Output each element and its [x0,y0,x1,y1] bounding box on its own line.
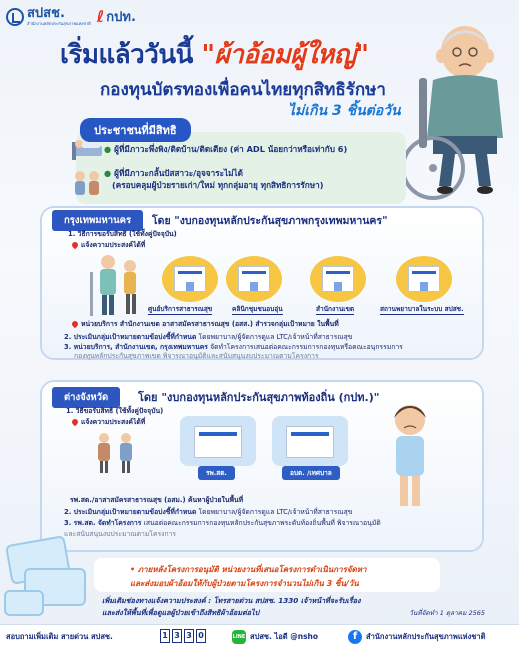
hotline-digit: 1 [160,629,170,643]
eligibility-item-2-text: ผู้ที่มีภาวะกลั้นปัสสาวะ/อุจจาระไม่ได้ [114,168,243,178]
bangkok-unit [72,320,339,329]
eligibility-item-2-detail: (ครอบคลุมผู้ป่วยรายเก่า/ใหม่ ทุกกลุ่มอายุ ทุกสิทธิการรักษา) [112,180,324,190]
caregiver-illustration [88,252,146,318]
province-step1-sub [72,418,145,427]
bangkok-step1: 1. วิธีการขอรับสิทธิ (ใช้ทั้งคู่ปัจจุบัน) [68,230,177,238]
hotline-number[interactable] [160,629,206,643]
worried-woman-illustration [376,400,444,510]
district-office-building [310,256,366,302]
province-step2 [64,508,352,517]
kpt-logo-text: กปท. [106,10,136,25]
eligibility-tag: ประชาชนที่มีสิทธิ [80,118,191,142]
province-step2-head: 2. ประเมินกลุ่มเป้าหมายตามข้อบ่งชี้ที่กำหนด [64,508,197,516]
bullet-icon: ● [104,168,112,178]
province-step1-sub-text: แจ้งความประสงค์ได้ที่ [81,418,146,426]
place-label: ศูนย์บริการสาธารณสุข [148,305,213,313]
nhso-logo-text: สปสช. [27,5,65,21]
bangkok-step2 [64,333,352,342]
bangkok-step3-head: 3. หน่วยบริการ, สำนักงานเขต, กรุงเทพมหานคร [64,343,208,351]
place-label: สถานพยาบาลในระบบ สปสช. [380,305,464,313]
bangkok-step2-head: 2. ประเมินกลุ่มเป้าหมายตามข้อบ่งชี้ที่กำหนด [64,333,197,341]
bangkok-step3-tail: จัดทำโครงการเสนอต่อคณะกรรมการกองทุนหรือคณะอนุกรรมการ [210,343,403,351]
location-pin-icon [71,418,79,426]
place-label: สำนักงานเขต [316,305,355,313]
eligibility-item-2 [104,168,243,179]
line-app-icon[interactable]: LINE [232,630,246,644]
community-clinic-building [226,256,282,302]
bangkok-tag: กรุงเทพมหานคร [52,210,143,231]
place-label: รพ.สต. [198,466,235,480]
province-unit: รพ.สต./อาสาสมัครสาธารณสุข (อสม.) ค้นหาผู้ป่วยในพื้นที่ [70,496,244,504]
hotline-label: สอบถามเพิ่มเติม สายด่วน สปสช. [6,632,113,641]
bangkok-unit-text: หน่วยบริการ สำนักงานเขต อาสาสมัครสาธารณสุข (อสส.) สำรวจกลุ่มเป้าหมาย ในพื้นที่ [81,320,339,328]
province-step2-tail: โดยพยาบาล/ผู้จัดการดูแล LTC/เจ้าหน้าที่สาธารณสุข [198,508,353,516]
note-line-1: • ภายหลังโครงการอนุมัติ หน่วยงานที่เสนอโครงการดำเนินการจัดหา [130,565,367,574]
more-info-line-2: และส่งให้พื้นที่เพื่อดูแลผู้ป่วยเข้าถึงสิทธิผ้าอ้อมต่อไป [102,608,260,617]
main-title [60,34,369,75]
building-icon [408,266,440,292]
hotline-digit: 3 [184,629,194,643]
more-info-line-1: เพิ่มเติมช่องทางแจ้งความประสงค์ : โทรสายด่วน สปสช. 1330 เจ้าหน้าที่จะรับเรื่อง [102,596,361,605]
subtitle: กองทุนบัตรทองเพื่อคนไทยทุกสิทธิรักษา [100,80,386,100]
nhso-logo-sub: สำนักงานหลักประกันสุขภาพแห่งชาติ [27,20,91,26]
location-pin-icon [71,320,79,328]
note-line-2: และส่งมอบผ้าอ้อมให้กับผู้ป่วยตามโครงการจำนวนไม่เกิน 3 ชิ้น/วัน [130,579,359,588]
kpt-logo [97,6,136,27]
eligibility-item-1-text: ผู้ที่มีภาวะพึ่งพิง/ติดบ้าน/ติดเตียง (ค่า ADL น้อยกว่าหรือเท่ากับ 6) [114,144,348,154]
bullet-icon: ● [104,144,112,154]
elderly-walkers-illustration [92,432,140,474]
nhso-logo [6,7,91,27]
publish-date: วันที่จัดทำ 1 ตุลาคม 2565 [409,609,485,617]
kpt-mark-icon: ℓ [96,7,105,26]
facebook-page-link[interactable]: สำนักงานหลักประกันสุขภาพแห่งชาติ [366,632,486,641]
location-pin-icon [71,241,79,249]
building-icon [286,426,334,458]
diaper-illustration [4,590,44,616]
eligibility-item-1 [104,144,347,155]
hotline-digit: 3 [172,629,182,643]
note-box [94,558,440,592]
province-step1: 1. วิธีขอรับสิทธิ (ใช้ทั้งคู่ปัจจุบัน) [66,407,164,415]
bangkok-step3-line2: กองทุนหลักประกันสุขภาพเขต พิจารณาอนุมัติและสนับสนุนงบประมาณตามโครงการ [74,352,319,360]
local-admin-building [272,416,348,466]
main-title-highlight: "ผ้าอ้อมผู้ใหญ่" [201,40,369,70]
nhso-hospital-building [396,256,452,302]
limit-text: ไม่เกิน 3 ชิ้นต่อวัน [288,103,401,119]
facebook-icon[interactable]: f [348,630,362,644]
building-icon [174,266,206,292]
nhso-mark-icon [6,8,24,26]
province-step3-head: 3. รพ.สต. จัดทำโครงการ [64,519,142,527]
province-step3-tail: เสนอต่อคณะกรรมการกองทุนหลักประกันสุขภาพระดับท้องถิ่นพื้นที่ พิจารณาอนุมัติ [143,519,381,527]
place-label: คลินิกชุมชนอบอุ่น [232,305,283,313]
bangkok-step2-tail: โดยพยาบาล/ผู้จัดการดูแล LTC/เจ้าหน้าที่สาธารณสุข [198,333,353,341]
elderly-wheelchair-illustration [403,18,515,208]
province-title: โดย "งบกองทุนหลักประกันสุขภาพท้องถิ่น (กปท.)" [138,391,380,404]
bangkok-title: โดย "งบกองทุนหลักประกันสุขภาพกรุงเทพมหานคร" [152,215,388,227]
subdistrict-hospital-building [180,416,256,466]
place-label: อบต. /เทศบาล [282,466,340,480]
building-icon [322,266,354,292]
province-step3 [64,519,381,528]
line-id-link[interactable]: สปสช. ไอดี @nsho [250,632,319,641]
hotline-digit: 0 [196,629,206,643]
building-icon [238,266,270,292]
province-step3-line2: และสนับสนุนงบประมาณตามโครงการ [64,530,177,538]
bangkok-step1-sub-text: แจ้งความประสงค์ได้ที่ [81,241,146,249]
bangkok-step3 [64,343,403,352]
province-tag: ต่างจังหวัด [52,387,120,408]
elderly-couple-icon [70,168,104,202]
health-center-building [162,256,218,302]
footer [0,624,519,648]
header-logos [6,6,136,27]
main-title-prefix: เริ่มแล้ววันนี้ [60,40,193,70]
building-icon [194,426,242,458]
bangkok-step1-sub [72,241,145,250]
